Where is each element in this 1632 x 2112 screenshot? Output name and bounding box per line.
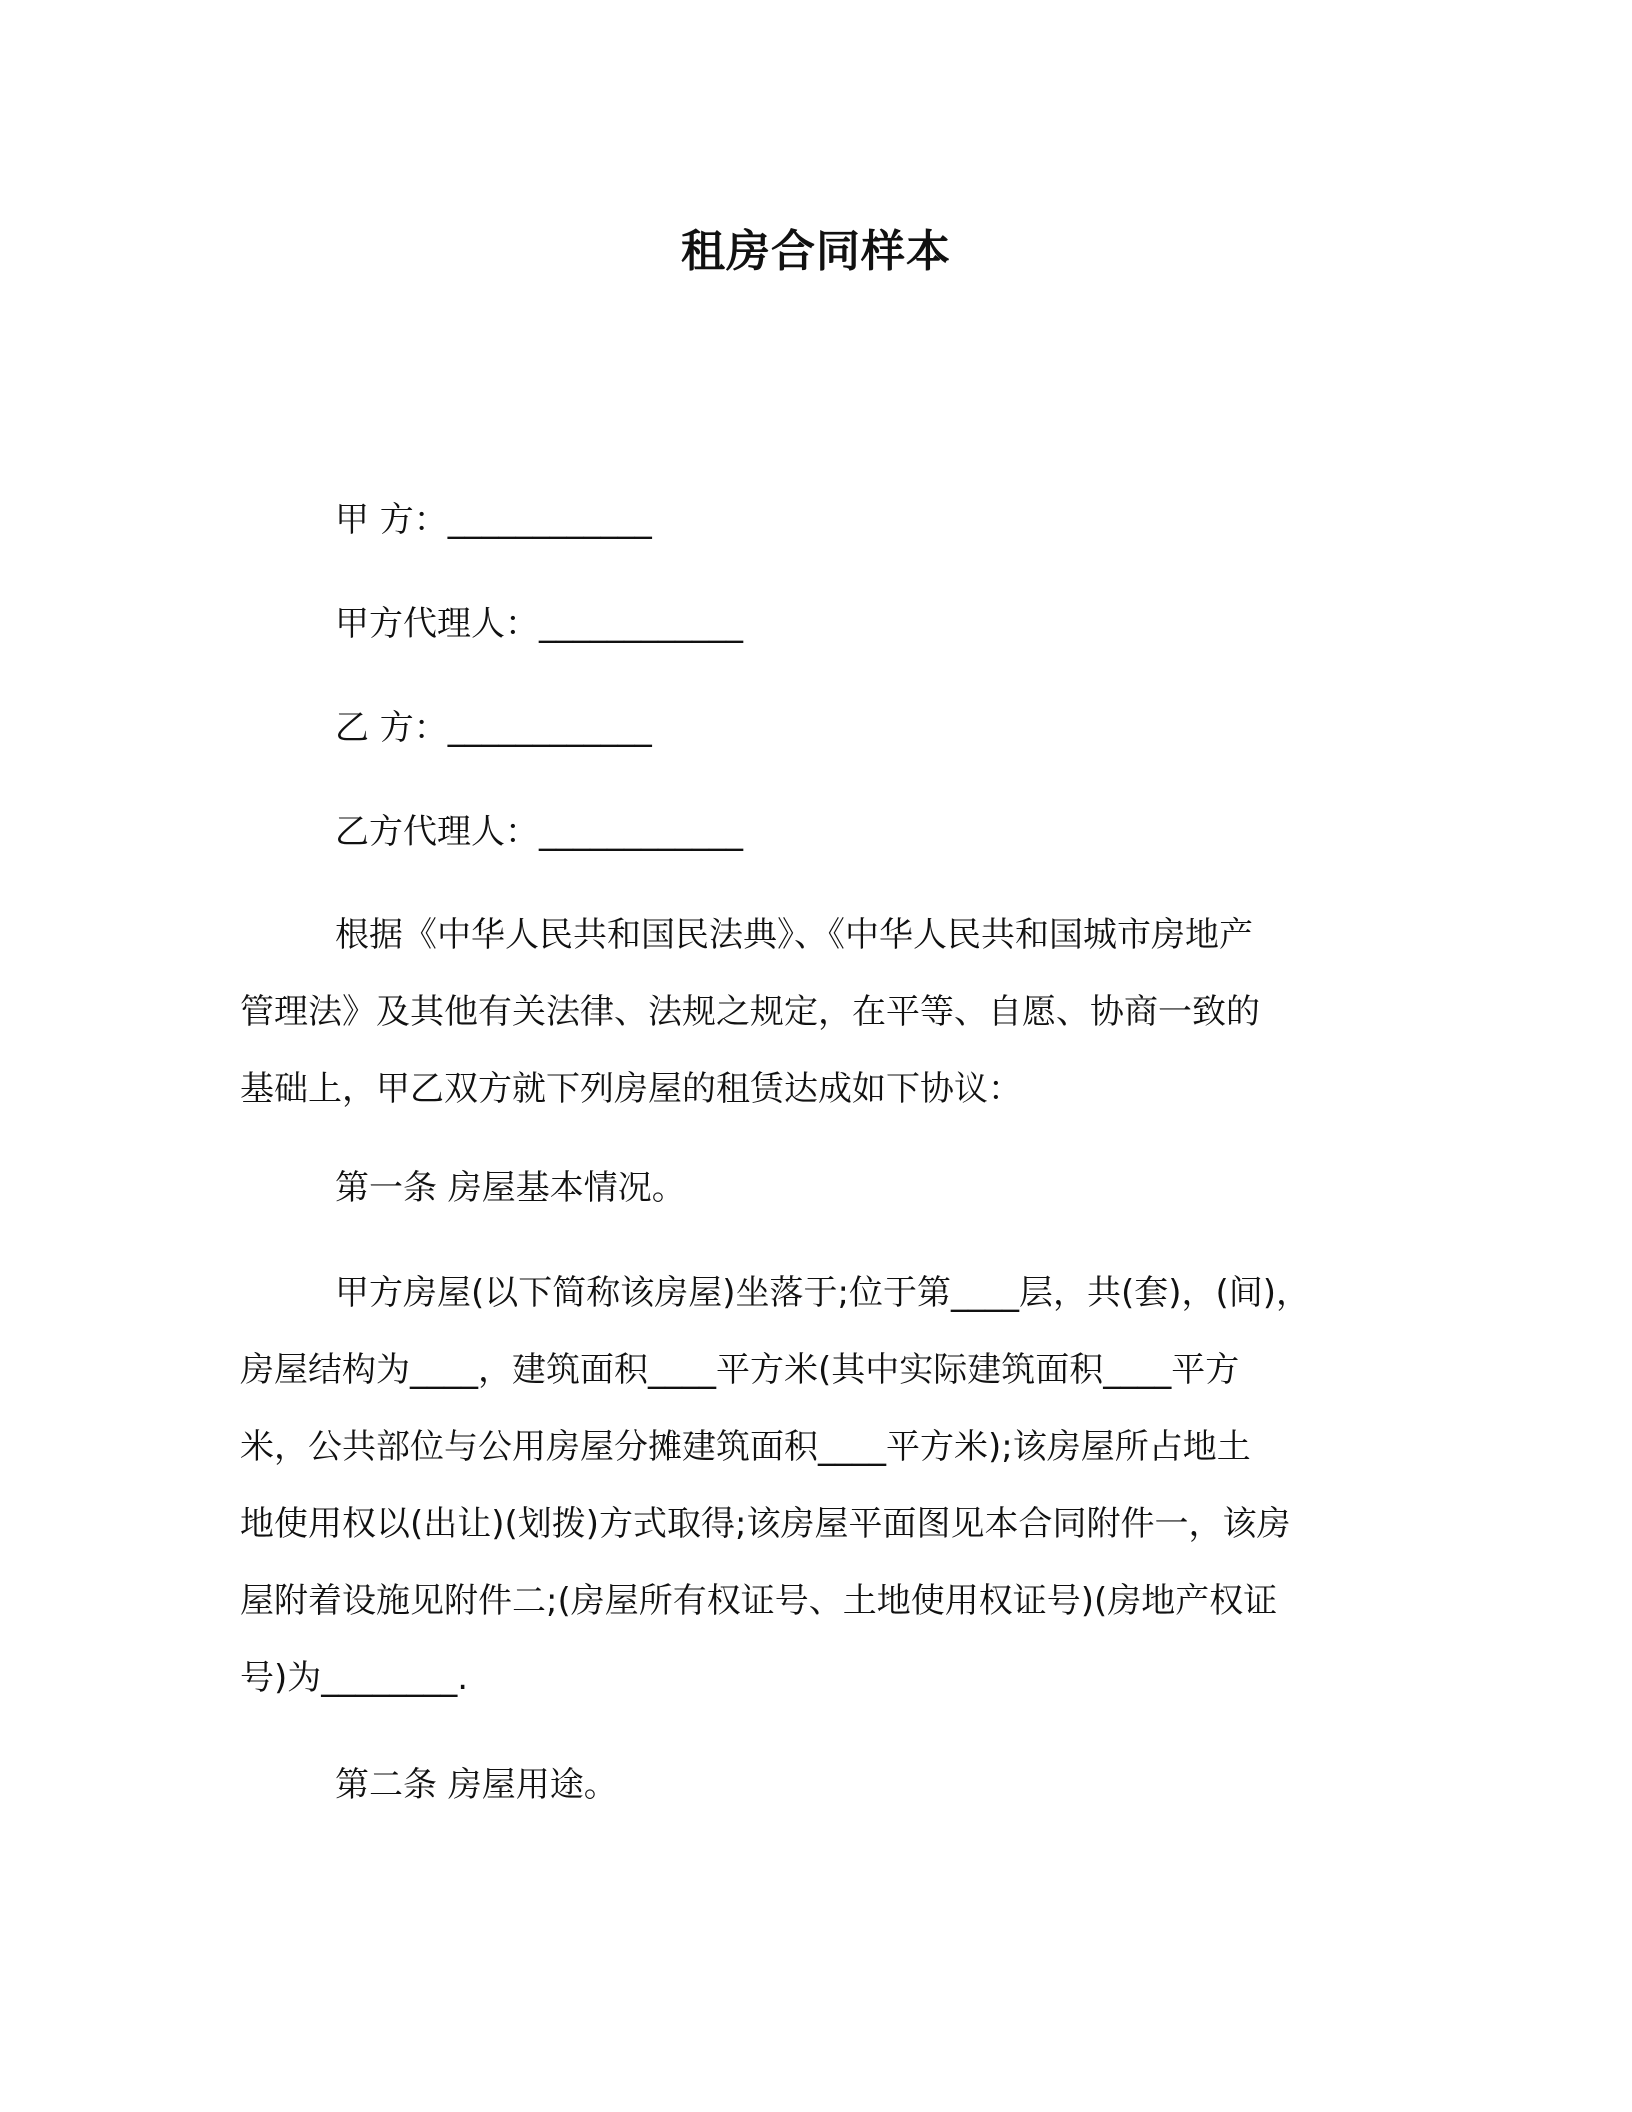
article-1-title: 第一条 房屋基本情况。 — [335, 1168, 686, 1208]
article-2-title: 第二条 房屋用途。 — [335, 1765, 618, 1805]
party-a-agent-field: 甲方代理人：____________ — [335, 604, 743, 644]
intro-line: 根据《中华人民共和国民法典》、《中华人民共和国城市房地产 — [335, 915, 1253, 955]
intro-line: 基础上，甲乙双方就下列房屋的租赁达成如下协议： — [240, 1069, 1022, 1109]
article-1-line: 屋附着设施见附件二;(房屋所有权证号、土地使用权证号)(房地产权证 — [240, 1581, 1278, 1621]
article-1-heading — [240, 1150, 1400, 1227]
article-1-line: 甲方房屋(以下简称该房屋)坐落于;位于第____层，共(套)，(间)， — [335, 1273, 1311, 1313]
article-2-heading — [240, 1747, 1400, 1824]
party-a-field: 甲 方：____________ — [335, 500, 652, 540]
intro-line: 管理法》及其他有关法律、法规之规定，在平等、自愿、协商一致的 — [240, 992, 1260, 1032]
article-1-paragraph — [240, 1255, 1400, 1717]
article-1-line: 号)为________. — [240, 1658, 469, 1698]
article-1-line: 地使用权以(出让)(划拨)方式取得;该房屋平面图见本合同附件一，该房 — [240, 1504, 1291, 1544]
party-b-field: 乙 方：____________ — [335, 708, 652, 748]
intro-paragraph — [240, 897, 1400, 1128]
article-1-line: 房屋结构为____，建筑面积____平方米(其中实际建筑面积____平方 — [240, 1350, 1240, 1390]
article-1-line: 米，公共部位与公用房屋分摊建筑面积____平方米);该房屋所占地土 — [240, 1427, 1251, 1467]
document-title: 租房合同样本 — [681, 226, 951, 277]
party-b-agent-field: 乙方代理人：____________ — [335, 812, 743, 852]
